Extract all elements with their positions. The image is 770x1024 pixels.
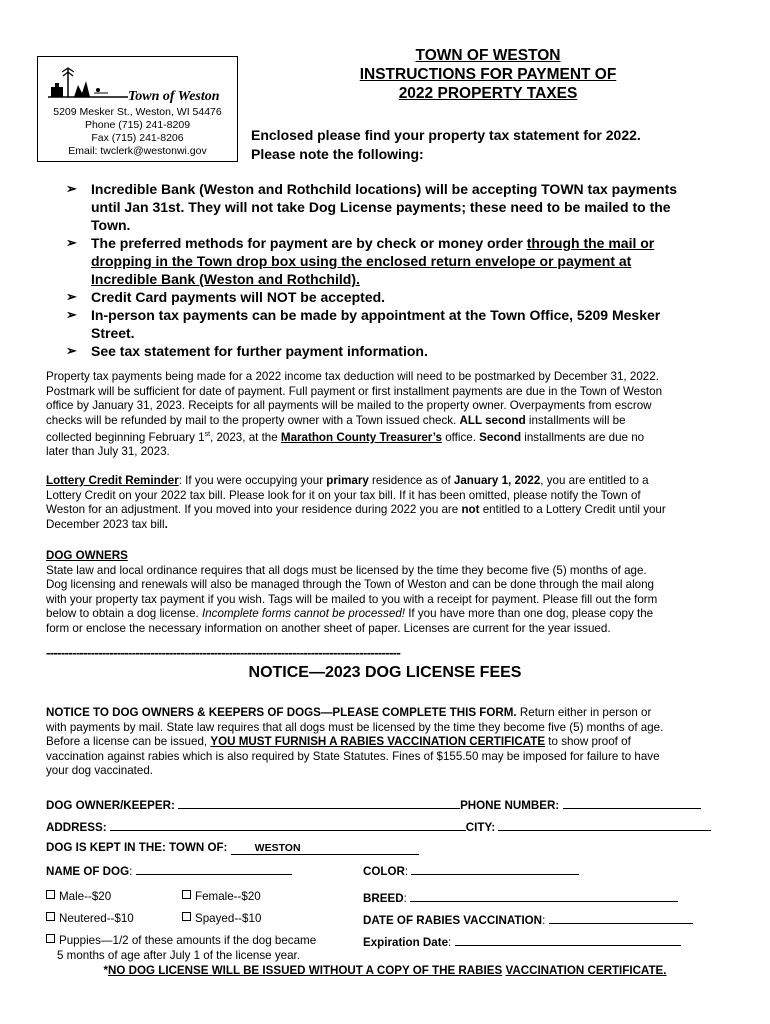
text-span: to show proof of [545, 735, 631, 748]
text-span: Weston for an adjustment. If you moved into your residence during 2022 you are [46, 503, 462, 516]
bullet-1-line-1: Incredible Bank (Weston and Rothchild locations) will be accepting TOWN tax payments [91, 181, 678, 197]
female-label: Female--$20 [195, 890, 261, 903]
text-span: entitled to a Lottery Credit until your [479, 503, 666, 516]
bullet-item [66, 342, 734, 360]
paragraph-line: later than July 31, 2023. [46, 445, 170, 459]
rabies-date-input[interactable] [549, 912, 693, 924]
checkbox[interactable] [182, 912, 191, 921]
town-phone: Phone (715) 241-8209 [84, 119, 191, 131]
text-span: residence as of [368, 474, 454, 487]
bullet-4-line-1: In-person tax payments can be made by appointment at the Town Office, 5209 Mesker [91, 307, 661, 323]
town-contact [38, 106, 237, 158]
arrow-bullet-icon: ➢ [66, 181, 77, 196]
owner-field-row [46, 797, 701, 812]
bullet-item [66, 180, 734, 234]
superscript: st [204, 431, 211, 438]
town-name: Town of Weston [128, 89, 220, 104]
rabies-date-row: DATE OF RABIES VACCINATION: [363, 912, 693, 927]
paragraph-line: your dog vaccinated. [46, 764, 153, 777]
spayed-label: Spayed--$10 [195, 912, 262, 925]
footer-warning [0, 964, 770, 977]
paragraph-line [46, 607, 726, 622]
payment-bullet-list [66, 180, 734, 360]
town-logo-box [37, 56, 238, 162]
paragraph-line: Dog licensing and renewals will also be managed through the Town of Weston and can be done through the mail along [46, 578, 654, 591]
paragraph-line: Property tax payments being made for a 2022 income tax deduction will need to be postmarked by December 31, 2022. [46, 370, 659, 383]
notice-title: NOTICE—2023 DOG LICENSE FEES [248, 664, 522, 681]
title-line-2: INSTRUCTIONS FOR PAYMENT OF [359, 66, 617, 83]
paragraph-line [46, 428, 726, 445]
payment-paragraph [46, 370, 726, 460]
title-line-3: 2022 PROPERTY TAXES [398, 85, 578, 102]
checkbox[interactable] [46, 890, 55, 899]
paragraph-line: vaccination against rabies which is also required by State Statutes. Fines of $155.50 may be imposed for failure to have [46, 749, 660, 763]
bullet-1-line-2: until Jan 31st. They will not take Dog License payments; these need to be mailed to the [91, 199, 671, 215]
bullet-4-line-2: Street. [91, 325, 135, 341]
address-field-row [46, 819, 711, 834]
treasurer-link-text: Marathon County Treasurer’s [280, 430, 442, 444]
notice-paragraph [46, 706, 726, 779]
address-label: ADDRESS: [46, 821, 107, 834]
document-title [330, 46, 646, 103]
paragraph-line [46, 518, 726, 533]
bold-span: NOTICE TO DOG OWNERS & KEEPERS OF DOGS—PLEASE COMPLETE THIS FORM. [46, 706, 517, 719]
intro-line-2: Please note the following: [251, 146, 424, 162]
arrow-bullet-icon: ➢ [66, 343, 77, 358]
paragraph-line: Postmark will be sufficient for date of payment. Full payment or first installment payments are due in the Town of Weston [46, 384, 663, 398]
breed-input[interactable] [410, 890, 678, 902]
italic-span: Incomplete forms cannot be processed! [201, 607, 405, 620]
arrow-bullet-icon: ➢ [66, 307, 77, 322]
text-span: installments are due no [521, 430, 645, 444]
text-span: Return either in person or [516, 706, 652, 719]
color-label: COLOR [363, 865, 405, 878]
bold-span: . [164, 517, 168, 531]
expiration-row: Expiration Date: [363, 934, 681, 949]
town-fax: Fax (715) 241-8206 [91, 132, 184, 144]
town-input[interactable]: WESTON [231, 842, 419, 855]
rabies-date-label: DATE OF RABIES VACCINATION [363, 914, 543, 927]
city-label: CITY: [465, 821, 496, 834]
address-input[interactable] [110, 819, 466, 831]
bullet-2-line-1 [91, 234, 734, 252]
paragraph-line: form or enclose the necessary information on another sheet of paper. Licenses are current for the year issued. [46, 621, 611, 635]
phone-label: PHONE NUMBER: [460, 799, 560, 812]
neutered-option[interactable] [46, 912, 134, 925]
lottery-credit-paragraph [46, 474, 726, 532]
paragraph-line [46, 414, 726, 429]
kept-field-row [46, 841, 419, 855]
paragraph-line: with payments by mail. State law requires that all dogs must be licensed by the time they become five (5) months of age. [46, 720, 664, 734]
expiration-label: Expiration Date [363, 936, 449, 949]
bullet-item [66, 234, 734, 288]
checkbox[interactable] [46, 912, 55, 921]
owner-input[interactable] [178, 797, 460, 809]
kept-label: DOG IS KEPT IN THE: TOWN OF: [46, 841, 228, 854]
town-logo-icon [48, 63, 128, 101]
town-address: 5209 Mesker St., Weston, WI 54476 [53, 106, 222, 118]
text-span: If you have more than one dog, please copy the [404, 607, 654, 620]
expiration-input[interactable] [455, 934, 681, 946]
text-span: checks will be refunded by mail to the property owner with a Town issued check. [46, 413, 460, 427]
breed-label: BREED [363, 892, 404, 905]
text-span: Before a license can be issued, [46, 735, 211, 748]
bullet-2-underlined: through the mail or [526, 235, 655, 251]
bullet-2-line-2: dropping in the Town drop box using the enclosed return envelope or payment at [91, 253, 632, 269]
paragraph-line [46, 735, 726, 750]
paragraph-line: with your property tax payment if you wish. Tags will be mailed to you with a receipt for payment. Please fill out the form [46, 592, 658, 606]
town-email: Email: twclerk@westonwi.gov [68, 145, 207, 157]
text-span: * [103, 964, 109, 977]
color-input[interactable] [411, 863, 579, 875]
bold-span: ALL second [459, 413, 526, 427]
bullet-item [66, 306, 734, 342]
owner-label: DOG OWNER/KEEPER: [46, 799, 175, 812]
bold-span: primary [326, 474, 369, 487]
footer-warning-part-2: VACCINATION CERTIFICATE. [505, 964, 667, 977]
text-span: December 2023 tax bill [46, 517, 165, 531]
bold-span: Second [479, 430, 522, 444]
female-option[interactable] [182, 890, 261, 903]
bullet-2-text: The preferred methods for payment are by check or money order [91, 235, 527, 251]
footer-warning-part-1: NO DOG LICENSE WILL BE ISSUED WITHOUT A COPY OF THE RABIES [108, 964, 503, 977]
arrow-bullet-icon: ➢ [66, 235, 77, 250]
puppies-note: 5 months of age after July 1 of the license year. [57, 949, 300, 962]
city-input[interactable] [498, 819, 711, 831]
text-span: , 2023, at the [210, 430, 281, 444]
intro-line-1: Enclosed please find your property tax statement for 2022. [251, 127, 641, 143]
paragraph-line [46, 474, 726, 489]
puppies-label: Puppies—1/2 of these amounts if the dog became [59, 934, 317, 947]
cut-line-divider: ----------------------------------------------------------------------------------------------- [46, 645, 401, 660]
phone-input[interactable] [563, 797, 701, 809]
arrow-bullet-icon: ➢ [66, 289, 77, 304]
bullet-2-line-3: Incredible Bank (Weston and Rothchild). [91, 271, 360, 287]
text-span: : If you were occupying your [178, 474, 327, 487]
dog-name-row: NAME OF DOG: [46, 863, 292, 878]
text-span: collected beginning February 1 [46, 430, 205, 444]
paragraph-line: office by January 31, 2023. Receipts for all payments will be mailed to the property owner. Overpayments from escrow [46, 399, 652, 412]
paragraph-line [46, 706, 726, 721]
bullet-item [66, 288, 734, 306]
text-span: below to obtain a dog license. [46, 607, 202, 620]
checkbox[interactable] [46, 934, 55, 943]
bold-span: January 1, 2022 [453, 474, 541, 487]
puppies-option[interactable] [46, 934, 316, 947]
dog-owners-heading: DOG OWNERS [46, 549, 128, 562]
text-span: office. [441, 430, 480, 444]
dog-name-label: NAME OF DOG [46, 865, 130, 878]
title-line-1: TOWN OF WESTON [415, 47, 561, 64]
paragraph-line: Lottery Credit on your 2022 tax bill. Please look for it on your tax bill. If it has been omitted, please notify the Town of [46, 488, 641, 502]
paragraph-line [46, 503, 726, 518]
neutered-label: Neutered--$10 [59, 912, 134, 925]
dog-name-input[interactable] [136, 863, 292, 875]
dog-owners-paragraph [46, 549, 726, 636]
male-option[interactable] [46, 890, 111, 903]
checkbox[interactable] [182, 890, 191, 899]
color-row: COLOR: [363, 863, 579, 878]
bullet-3-line-1: Credit Card payments will NOT be accepted. [91, 289, 386, 305]
spayed-option[interactable] [182, 912, 261, 925]
text-span: , you are entitled to a [540, 474, 649, 487]
bold-span: not [461, 503, 480, 516]
intro-text [251, 126, 641, 164]
bullet-5-line-1: See tax statement for further payment information. [91, 343, 428, 359]
lottery-heading: Lottery Credit Reminder [46, 474, 179, 487]
text-span: installments will be [525, 413, 626, 427]
bullet-1-line-3: Town. [91, 217, 131, 233]
rabies-requirement: YOU MUST FURNISH A RABIES VACCINATION CERTIFICATE [210, 735, 546, 748]
breed-row: BREED: [363, 890, 678, 905]
male-label: Male--$20 [59, 890, 112, 903]
paragraph-line: State law and local ordinance requires that all dogs must be licensed by the time they become five (5) months of age. [46, 563, 647, 577]
